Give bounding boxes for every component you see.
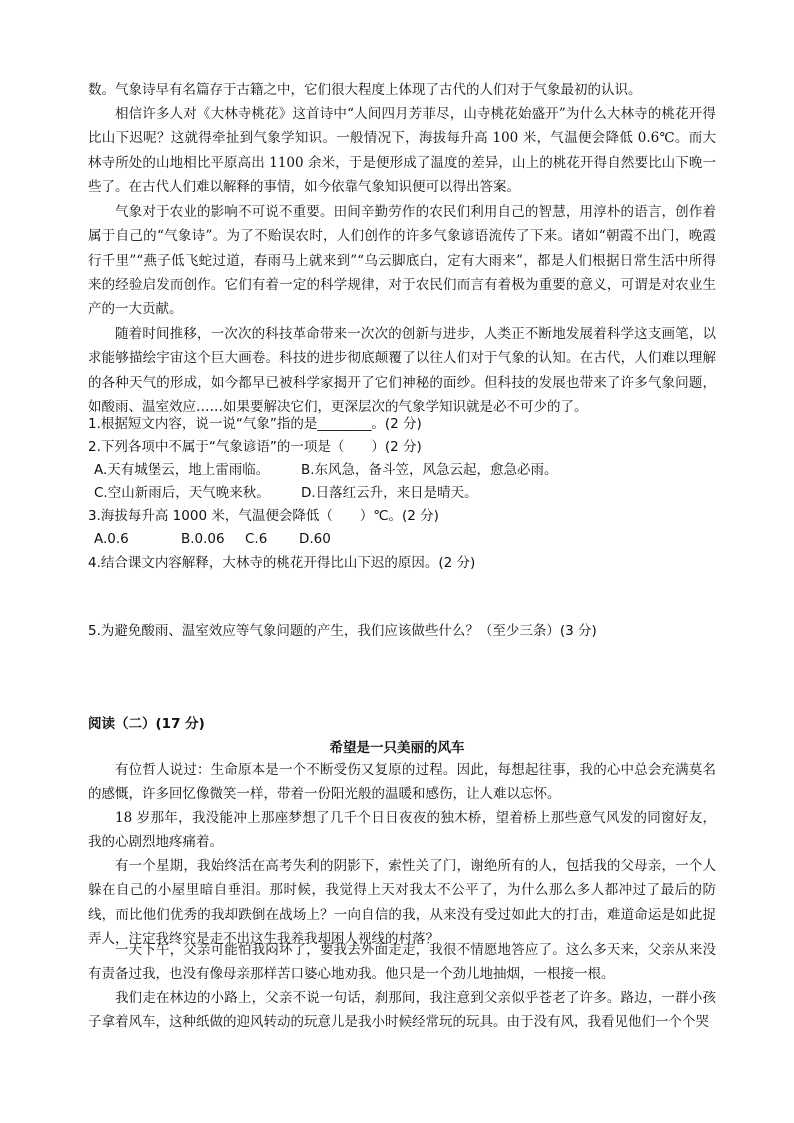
reading1-paragraph-2: 相信许多人对《大林寺桃花》这首诗中“人间四月芳菲尽，山寺桃花始盛开”为什么大林寺的桃花开得比山下迟呢？这就得牵扯到气象学知识。一般情况下，海拔每升高 100 米，气温便会降低 0.6℃。而大林寺所处的山地相比平原高出 1100 余米，于是便形成了温度的差异，山上的桃花开得自然要比山下晚一些了。在古代人们难以解释的事情，如今依靠气象知识便可以得出答案。 (88, 106, 716, 195)
question-5: 5.为避免酸雨、温室效应等气象问题的产生，我们应该做些什么？（至少三条）(3 分) (88, 623, 597, 639)
reading1-paragraph-1: 数。气象诗早有名篇存于古籍之中，它们很大程度上体现了古代的人们对于气象最初的认识。 (88, 82, 642, 98)
reading1-paragraph-4: 随着时间推移，一次次的科技革命带来一次次的创新与进步，人类正不断地发展着科学这支画笔，以求能够描绘宇宙这个巨大画卷。科技的进步彻底颠覆了以往人们对于气象的认知。在古代，人们难以理解的各种天气的形成，如今都早已被科学家揭开了它们神秘的面纱。但科技的发展也带来了许多气象问题，如酸雨、温室效应……如果要解决它们，更深层次的气象学知识就是必不可少的了。 (88, 326, 716, 415)
question-2-option-c: C.空山新雨后，天气晚来秋。 (94, 485, 270, 501)
question-4: 4.结合课文内容解释，大林寺的桃花开得比山下迟的原因。(2 分) (88, 555, 476, 571)
question-1: 1.根据短文内容，说一说“气象”指的是________。(2 分) (88, 416, 422, 432)
question-2-option-d: D.日落红云升，来日是晴天。 (301, 485, 478, 501)
question-3-option-c: C.6 (245, 531, 268, 547)
question-2-option-b: B.东风急，备斗笠，风急云起，愈急必雨。 (301, 462, 558, 478)
question-2-option-a: A.天有城堡云，地上雷雨临。 (94, 462, 270, 478)
reading2-title: 希望是一只美丽的风车 (329, 740, 465, 756)
reading2-paragraph-2: 18 岁那年，我没能冲上那座梦想了几千个日日夜夜的独木桥，望着桥上那些意气风发的同窗好友，我的心剧烈地疼痛着。 (88, 810, 716, 851)
question-3-option-a: A.0.6 (94, 531, 129, 547)
reading1-paragraph-3: 气象对于农业的影响不可说不重要。田间辛勤劳作的农民们利用自己的智慧，用淳朴的语言，创作着属于自己的“气象诗”。为了不贻误农时，人们创作的许多气象谚语流传了下来。诸如“朝霞不出门，晚霞行千里”“燕子低飞蛇过道，春雨马上就来到”“乌云脚底白，定有大雨来”，都是人们根据日常生活中所得来的经验启发而创作。它们有着一定的科学规律，对于农民们而言有着极为重要的意义，可谓是对农业生产的一大贡献。 (88, 204, 716, 318)
reading2-paragraph-3: 有一个星期，我始终活在高考失利的阴影下，索性关了门，谢绝所有的人，包括我的父母亲，一个人躲在自己的小屋里暗自垂泪。那时候，我觉得上天对我太不公平了，为什么那么多人都冲过了最后的防线，而比他们优秀的我却跌倒在战场上？一向自信的我，从来没有受过如此大的打击，难道命运是如此捉弄人，注定我终究是走不出这生我养我却困人视线的村落？ (88, 858, 716, 947)
reading2-heading: 阅读（二）(17 分) (88, 716, 205, 732)
question-2: 2.下列各项中不属于“气象谚语”的一项是（ ）(2 分) (88, 439, 422, 455)
question-3-option-b: B.0.06 (181, 531, 225, 547)
reading2-paragraph-4: 一天下午，父亲可能怕我闷坏了，要我去外面走走，我很不情愿地答应了。这么多天来，父亲从来没有责备过我，也没有像母亲那样苦口婆心地劝我。他只是一个劲儿地抽烟，一根接一根。 (88, 942, 716, 983)
reading2-paragraph-5: 我们走在林边的小路上，父亲不说一句话，刹那间，我注意到父亲似乎苍老了许多。路边，一群小孩子拿着风车，这种纸做的迎风转动的玩意儿是我小时候经常玩的玩具。由于没有风，我看见他们一个个哭 (88, 990, 716, 1031)
question-3-option-d: D.60 (299, 531, 331, 547)
reading2-paragraph-1: 有位哲人说过：生命原本是一个不断受伤又复原的过程。因此，每想起往事，我的心中总会充满莫名的感慨，许多回忆像微笑一样，带着一份阳光般的温暖和感伤，让人难以忘怀。 (88, 762, 716, 803)
question-3: 3.海拔每升高 1000 米，气温便会降低（ ）℃。(2 分) (88, 508, 439, 524)
